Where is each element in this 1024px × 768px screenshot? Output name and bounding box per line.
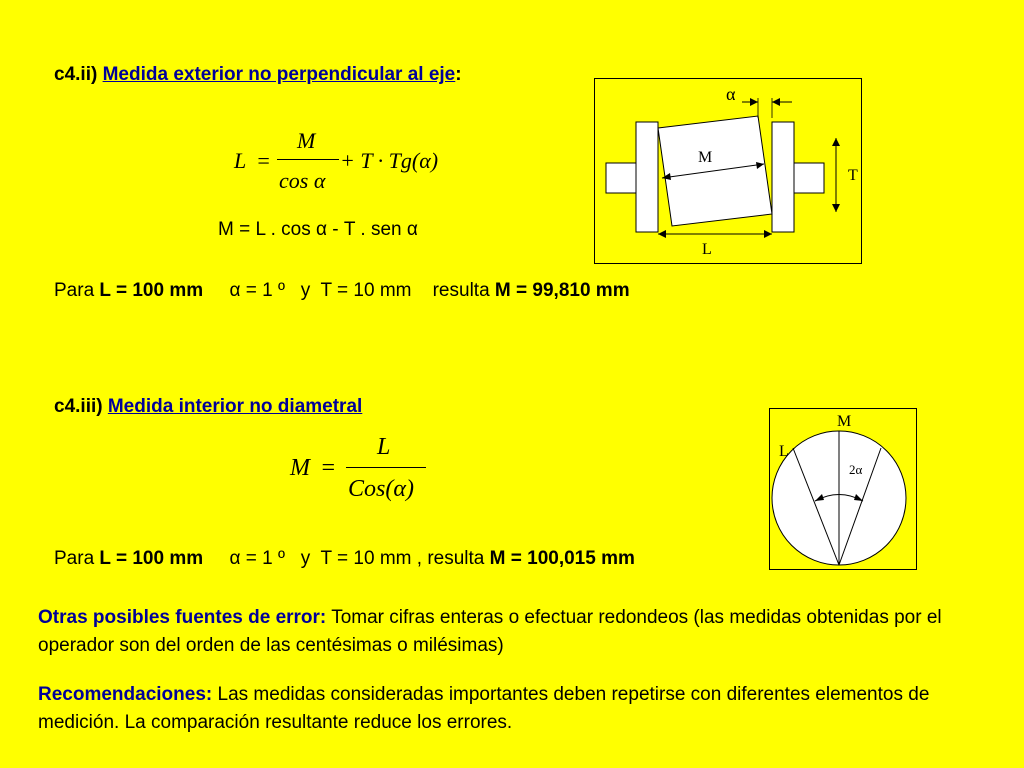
formula-iii-eq: = bbox=[320, 455, 337, 481]
section-ii-colon: : bbox=[455, 64, 462, 85]
diagram-ii-alpha-label: α bbox=[726, 84, 736, 104]
formula-main-den: cos α bbox=[279, 168, 326, 193]
formula-iii-den: Cos(α) bbox=[348, 476, 414, 502]
formula-main-eq: = bbox=[256, 148, 271, 173]
formula-iii-lhs: M bbox=[290, 455, 310, 481]
section-iii-prefix: c4.iii) bbox=[54, 396, 103, 417]
result-ii-l: L = 100 mm bbox=[99, 280, 204, 301]
result-ii-para: Para bbox=[54, 280, 95, 301]
result-iii-para: Para bbox=[54, 548, 95, 569]
section-ii-heading bbox=[54, 64, 462, 86]
jaw-left bbox=[636, 122, 658, 232]
recommendations-title: Recomendaciones: bbox=[38, 684, 213, 705]
formula-iii-fraction-bar bbox=[346, 467, 426, 468]
diagram-interior bbox=[769, 408, 917, 570]
formula-main-fraction-bar bbox=[277, 159, 339, 160]
result-ii-rest: y T = 10 mm resulta bbox=[300, 280, 490, 301]
section-iii-heading bbox=[54, 396, 362, 418]
recommendations-text: Las medidas consideradas importantes deben repetirse con diferentes elementos de medición. La comparación resultante reduce los errores. bbox=[38, 684, 930, 733]
result-ii bbox=[54, 280, 630, 302]
recommendations-paragraph bbox=[38, 681, 1008, 737]
diagram-exterior bbox=[594, 78, 862, 264]
diagram-ii-l-label: L bbox=[702, 241, 712, 258]
result-iii-m: M = 100,015 mm bbox=[489, 548, 635, 569]
result-ii-alpha: α = 1 º bbox=[229, 280, 285, 301]
diagram-ii-t-label: T bbox=[848, 167, 858, 184]
diagram-ii-m-label: M bbox=[698, 149, 713, 166]
formula-iii-num: L bbox=[377, 434, 391, 460]
result-iii-l: L = 100 mm bbox=[99, 548, 204, 569]
section-iii-title: Medida interior no diametral bbox=[107, 396, 363, 417]
formula-second: M = L . cos α - T . sen α bbox=[218, 219, 418, 240]
result-iii-rest: y T = 10 mm , resulta bbox=[300, 548, 485, 569]
errors-text: Tomar cifras enteras o efectuar redondeos (las medidas obtenidas por el operador son del orden de las centésimas o milésimas) bbox=[38, 607, 942, 656]
result-ii-m: M = 99,810 mm bbox=[494, 280, 630, 301]
diagram-iii-l-label: L bbox=[779, 443, 789, 460]
errors-paragraph bbox=[38, 604, 1008, 660]
result-iii-alpha: α = 1 º bbox=[229, 548, 285, 569]
result-iii bbox=[54, 548, 635, 570]
formula-main-plus: + T · Tg(α) bbox=[340, 148, 439, 173]
diagram-iii-angle-label: 2α bbox=[849, 462, 863, 477]
errors-title: Otras posibles fuentes de error: bbox=[38, 607, 327, 628]
formula-main-lhs: L bbox=[234, 148, 247, 173]
shaft-left bbox=[606, 163, 636, 193]
jaw-right bbox=[772, 122, 794, 232]
shaft-right bbox=[794, 163, 824, 193]
section-ii-prefix: c4.ii) bbox=[54, 64, 98, 85]
diagram-iii-m-label: M bbox=[837, 413, 852, 430]
formula-main-num: M bbox=[297, 128, 316, 153]
section-ii-title: Medida exterior no perpendicular al eje bbox=[102, 64, 456, 85]
